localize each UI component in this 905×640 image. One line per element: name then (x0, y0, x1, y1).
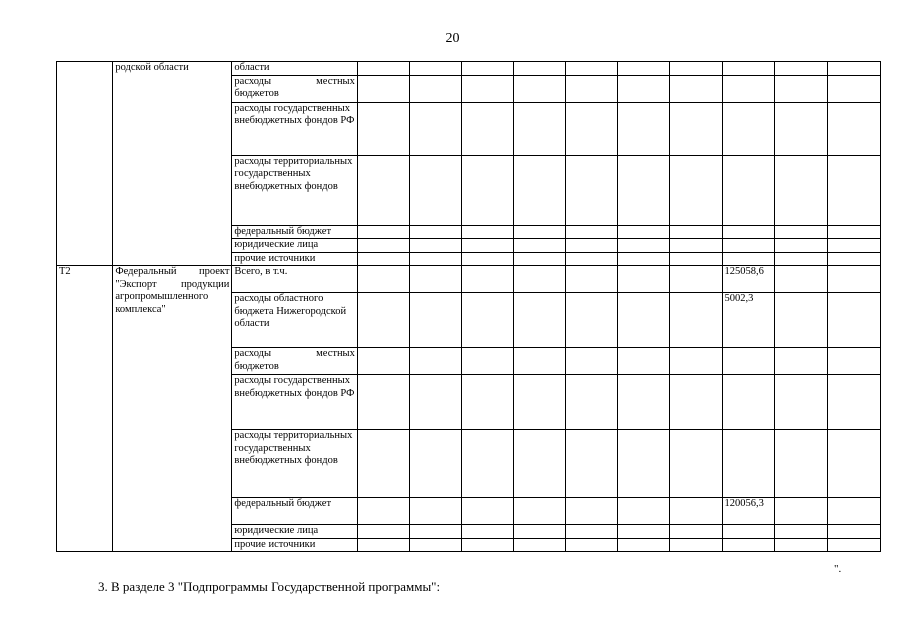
empty-cell (514, 538, 566, 552)
empty-cell (357, 498, 409, 525)
source-cell: расходы государственных внебюджетных фондов РФ (232, 375, 357, 430)
empty-cell (357, 538, 409, 552)
empty-cell (827, 430, 880, 498)
empty-cell (774, 293, 827, 348)
empty-cell (409, 62, 461, 76)
empty-cell (827, 266, 880, 293)
empty-cell (566, 225, 618, 239)
code-cell: Т2 (57, 266, 113, 552)
source-cell: федеральный бюджет (232, 225, 357, 239)
value-cell: 5002,3 (722, 293, 774, 348)
empty-cell (409, 252, 461, 266)
empty-cell (566, 252, 618, 266)
empty-cell (618, 102, 670, 155)
source-cell: федеральный бюджет (232, 498, 357, 525)
empty-cell (618, 252, 670, 266)
empty-cell (357, 239, 409, 253)
empty-cell (618, 293, 670, 348)
source-cell: области (232, 62, 357, 76)
empty-cell (618, 239, 670, 253)
empty-cell (409, 102, 461, 155)
empty-cell (409, 239, 461, 253)
empty-cell (409, 375, 461, 430)
closing-quote: ". (834, 563, 842, 575)
empty-cell (722, 348, 774, 375)
empty-cell (357, 266, 409, 293)
financing-table (56, 61, 881, 552)
empty-cell (462, 375, 514, 430)
empty-cell (774, 75, 827, 102)
source-cell: прочие источники (232, 252, 357, 266)
source-cell: Всего, в т.ч. (232, 266, 357, 293)
empty-cell (566, 430, 618, 498)
empty-cell (774, 155, 827, 225)
source-cell: прочие источники (232, 538, 357, 552)
empty-cell (409, 155, 461, 225)
empty-cell (827, 225, 880, 239)
empty-cell (670, 430, 722, 498)
empty-cell (514, 75, 566, 102)
empty-cell (670, 75, 722, 102)
empty-cell (462, 252, 514, 266)
empty-cell (462, 348, 514, 375)
empty-cell (357, 252, 409, 266)
empty-cell (774, 430, 827, 498)
empty-cell (566, 375, 618, 430)
empty-cell (827, 252, 880, 266)
empty-cell (462, 102, 514, 155)
empty-cell (357, 75, 409, 102)
empty-cell (357, 430, 409, 498)
empty-cell (514, 252, 566, 266)
empty-cell (566, 155, 618, 225)
empty-cell (514, 225, 566, 239)
empty-cell (618, 498, 670, 525)
empty-cell (566, 266, 618, 293)
empty-cell (774, 102, 827, 155)
empty-cell (774, 225, 827, 239)
empty-cell (514, 155, 566, 225)
empty-cell (722, 252, 774, 266)
empty-cell (462, 225, 514, 239)
empty-cell (774, 62, 827, 76)
empty-cell (827, 348, 880, 375)
empty-cell (409, 525, 461, 539)
empty-cell (566, 538, 618, 552)
empty-cell (670, 225, 722, 239)
empty-cell (670, 252, 722, 266)
empty-cell (774, 348, 827, 375)
empty-cell (722, 430, 774, 498)
source-cell: юридические лица (232, 525, 357, 539)
empty-cell (774, 375, 827, 430)
section-heading-line: 3. В разделе 3 "Подпрограммы Государственной программы": (98, 579, 441, 594)
empty-cell (774, 525, 827, 539)
empty-cell (462, 525, 514, 539)
empty-cell (514, 498, 566, 525)
empty-cell (774, 266, 827, 293)
empty-cell (722, 525, 774, 539)
empty-cell (827, 102, 880, 155)
empty-cell (462, 266, 514, 293)
empty-cell (618, 225, 670, 239)
source-cell: расходы местных бюджетов (232, 75, 357, 102)
empty-cell (409, 225, 461, 239)
empty-cell (670, 155, 722, 225)
empty-cell (462, 293, 514, 348)
empty-cell (618, 525, 670, 539)
empty-cell (618, 538, 670, 552)
empty-cell (514, 102, 566, 155)
empty-cell (670, 538, 722, 552)
empty-cell (462, 498, 514, 525)
empty-cell (774, 252, 827, 266)
page-number: 20 (445, 31, 460, 46)
empty-cell (827, 525, 880, 539)
empty-cell (357, 225, 409, 239)
empty-cell (566, 239, 618, 253)
table-row (57, 62, 881, 76)
empty-cell (722, 75, 774, 102)
empty-cell (357, 293, 409, 348)
empty-cell (462, 155, 514, 225)
empty-cell (618, 62, 670, 76)
empty-cell (566, 75, 618, 102)
empty-cell (670, 293, 722, 348)
empty-cell (618, 348, 670, 375)
empty-cell (827, 62, 880, 76)
empty-cell (774, 538, 827, 552)
empty-cell (618, 155, 670, 225)
empty-cell (514, 266, 566, 293)
empty-cell (827, 239, 880, 253)
empty-cell (514, 293, 566, 348)
code-cell (57, 62, 113, 266)
empty-cell (670, 525, 722, 539)
empty-cell (722, 239, 774, 253)
empty-cell (462, 430, 514, 498)
empty-cell (722, 155, 774, 225)
empty-cell (827, 498, 880, 525)
empty-cell (514, 239, 566, 253)
empty-cell (827, 293, 880, 348)
empty-cell (409, 75, 461, 102)
empty-cell (670, 62, 722, 76)
table-row (57, 266, 881, 293)
empty-cell (670, 498, 722, 525)
empty-cell (409, 348, 461, 375)
empty-cell (566, 62, 618, 76)
empty-cell (462, 239, 514, 253)
empty-cell (670, 375, 722, 430)
empty-cell (462, 538, 514, 552)
empty-cell (514, 525, 566, 539)
source-cell: расходы территориальных государственных внебюджетных фондов (232, 155, 357, 225)
empty-cell (722, 538, 774, 552)
empty-cell (722, 102, 774, 155)
empty-cell (357, 155, 409, 225)
empty-cell (357, 62, 409, 76)
empty-cell (409, 498, 461, 525)
empty-cell (409, 538, 461, 552)
empty-cell (514, 375, 566, 430)
empty-cell (409, 266, 461, 293)
source-cell: расходы государственных внебюджетных фондов РФ (232, 102, 357, 155)
empty-cell (670, 266, 722, 293)
empty-cell (827, 538, 880, 552)
empty-cell (462, 62, 514, 76)
empty-cell (462, 75, 514, 102)
empty-cell (722, 62, 774, 76)
name-cell: родской области (113, 62, 232, 266)
empty-cell (514, 430, 566, 498)
empty-cell (566, 348, 618, 375)
empty-cell (514, 348, 566, 375)
value-cell: 125058,6 (722, 266, 774, 293)
empty-cell (774, 498, 827, 525)
empty-cell (514, 62, 566, 76)
empty-cell (357, 525, 409, 539)
empty-cell (670, 102, 722, 155)
empty-cell (722, 225, 774, 239)
empty-cell (357, 348, 409, 375)
name-cell: Федеральный проект "Экспорт продукции агропромышленного комплекса" (113, 266, 232, 552)
empty-cell (357, 375, 409, 430)
empty-cell (618, 266, 670, 293)
empty-cell (409, 293, 461, 348)
source-cell: расходы местных бюджетов (232, 348, 357, 375)
empty-cell (827, 75, 880, 102)
source-cell: расходы территориальных государственных внебюджетных фондов (232, 430, 357, 498)
empty-cell (357, 102, 409, 155)
empty-cell (827, 155, 880, 225)
empty-cell (566, 293, 618, 348)
empty-cell (722, 375, 774, 430)
value-cell: 120056,3 (722, 498, 774, 525)
empty-cell (566, 102, 618, 155)
empty-cell (618, 375, 670, 430)
source-cell: юридические лица (232, 239, 357, 253)
empty-cell (618, 75, 670, 102)
empty-cell (618, 430, 670, 498)
empty-cell (566, 498, 618, 525)
empty-cell (409, 430, 461, 498)
empty-cell (566, 525, 618, 539)
empty-cell (670, 239, 722, 253)
empty-cell (827, 375, 880, 430)
empty-cell (670, 348, 722, 375)
source-cell: расходы областного бюджета Нижегородской области (232, 293, 357, 348)
empty-cell (774, 239, 827, 253)
